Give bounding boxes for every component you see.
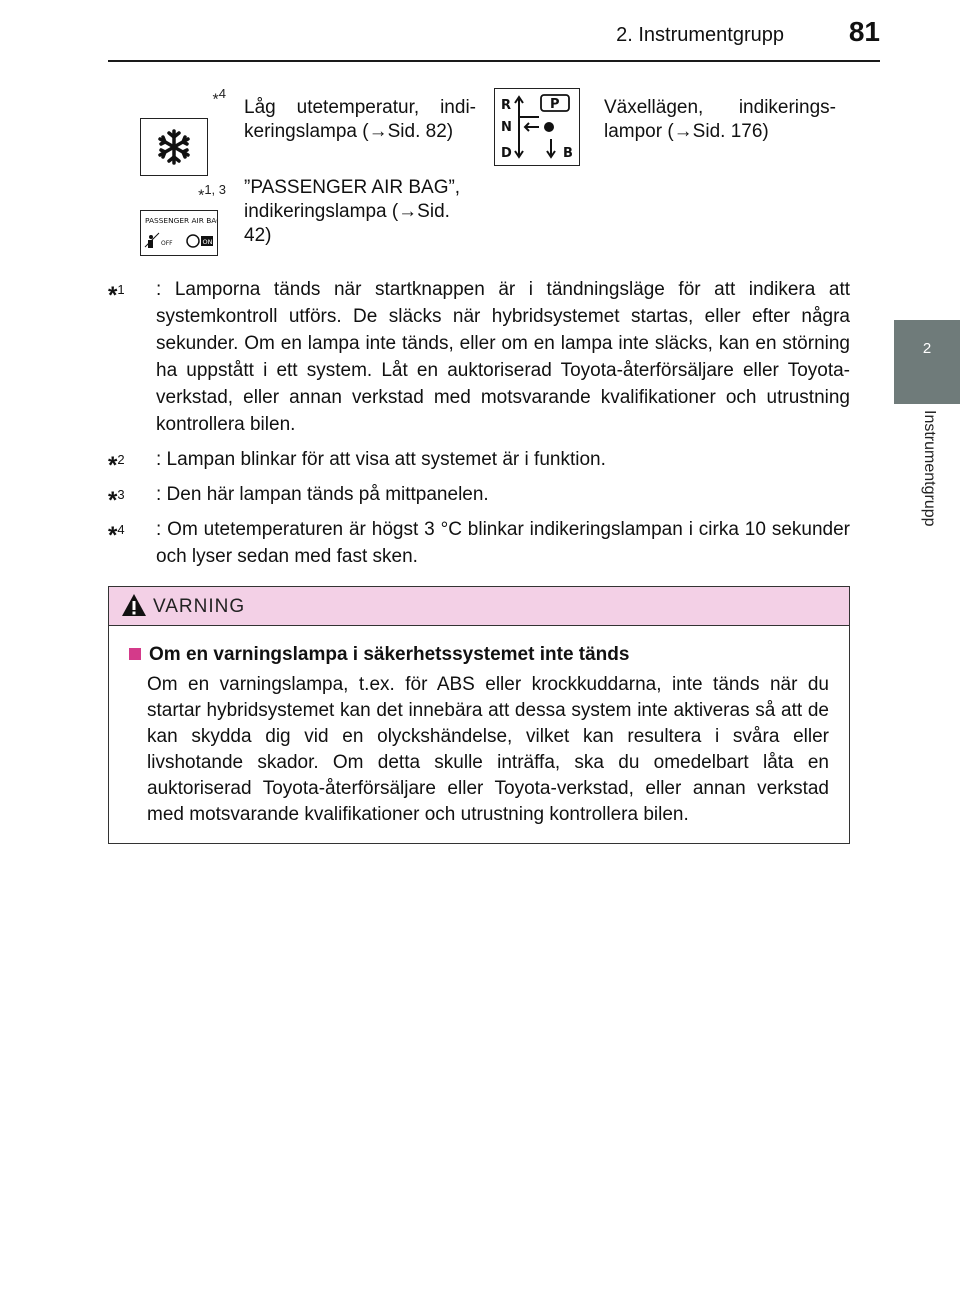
chapter-tab-number: 2 (922, 340, 932, 357)
airbag-on-label: ON (202, 238, 213, 246)
indicator-icon-cell (494, 82, 580, 178)
square-bullet-icon (129, 648, 141, 660)
airbag-icon-text: PASSENGER AIR BAG (145, 216, 217, 225)
indicator-description: Växellägen, indikeringslampor (→Sid. 176) (604, 97, 836, 142)
header-rule (108, 60, 880, 62)
chapter-side-label: Instrumentgrupp (921, 410, 938, 527)
gear-letter-p: P (550, 97, 560, 112)
footnote-text: : Lampan blinkar för att visa att systemet är i funktion. (156, 449, 606, 470)
gear-letter-r: R (501, 98, 512, 113)
warning-box (108, 586, 850, 844)
footnote-mark: *$^4$ (212, 86, 226, 109)
indicator-icon-cell (108, 178, 226, 274)
footnote (108, 516, 850, 570)
gear-letter-n: N (501, 120, 512, 135)
indicator-row (108, 178, 850, 274)
page-number: 81 (848, 16, 880, 47)
footnote-mark: *$^3$ (108, 487, 125, 514)
indicator-description: ”PASSENGER AIR BAG”, indikeringslampa (→Sid. 42) (244, 177, 461, 246)
warning-subheading: Om en varningslampa i säkerhetssystemet inte tänds (129, 642, 829, 668)
warning-body (109, 626, 849, 828)
footnote (108, 446, 850, 479)
indicator-icon-cell (108, 82, 226, 178)
chapter-tab[interactable] (894, 320, 960, 404)
gear-letter-b: B (563, 146, 573, 161)
footnote-mark: *$^1$ (108, 282, 125, 309)
footnote-mark: *$^4$ (108, 522, 125, 549)
footnote-mark: *$^2$ (108, 452, 125, 479)
footnote-text: : Den här lampan tänds på mittpanelen. (156, 484, 489, 505)
footnote (108, 481, 850, 514)
warning-text: Om en varningslampa, t.ex. för ABS eller krockkuddarna, inte tänds när du startar hybridsystemet kan det innebära att dessa system inte aktiveras så att de kan skydda dig vid en olyckshändelse, vilket kan resultera i svåra eller livshotande skador. Om detta skulle inträffa, ska du omedelbart låta en auktoriserad Toyota-återförsäljare eller Toyota-verkstad, eller annan verkstad med motsvarande kvalifikationer och utrustning kontrollera bilen. (147, 674, 829, 825)
footnote-text: : Lamporna tänds när startknappen är i tändningsläge för att indikera att systemkontroll utförs. De släcks när hybridsystemet startas, eller efter några sekunder. Om en lampa inte tänds, eller om en lampa inte släcks, kan en störning ha uppstått i ett system. Låt en auktoriserad Toyota-återförsäljare eller Toyota-verkstad, eller annan verkstad med motsvarande kvalifikationer och utrustning kontrollera bilen. (156, 279, 850, 435)
section-title: 2. Instrumentgrupp (616, 24, 784, 46)
footnotes (108, 276, 850, 578)
footnote (108, 276, 850, 438)
footnote-text: : Om utetemperaturen är högst 3 °C blinkar indikeringslampan i cirka 10 sekunder och lyser sedan med fast sken. (156, 519, 850, 567)
gear-letter-d: D (501, 146, 512, 161)
airbag-off-label: OFF (161, 240, 173, 247)
indicator-table (108, 82, 850, 274)
footnote-mark: *$^{1, 3}$ (198, 182, 226, 205)
warning-title: VARNING (153, 596, 246, 617)
warning-header (109, 587, 849, 626)
page-header (0, 0, 880, 64)
gear-positions-icon (494, 88, 580, 166)
warning-triangle-icon (121, 592, 147, 618)
indicator-row (108, 82, 850, 178)
indicator-description: Låg utetemperatur, indikeringslampa (→Sid. 82) (244, 97, 476, 142)
snowflake-icon (140, 118, 208, 176)
passenger-airbag-icon (140, 210, 218, 256)
